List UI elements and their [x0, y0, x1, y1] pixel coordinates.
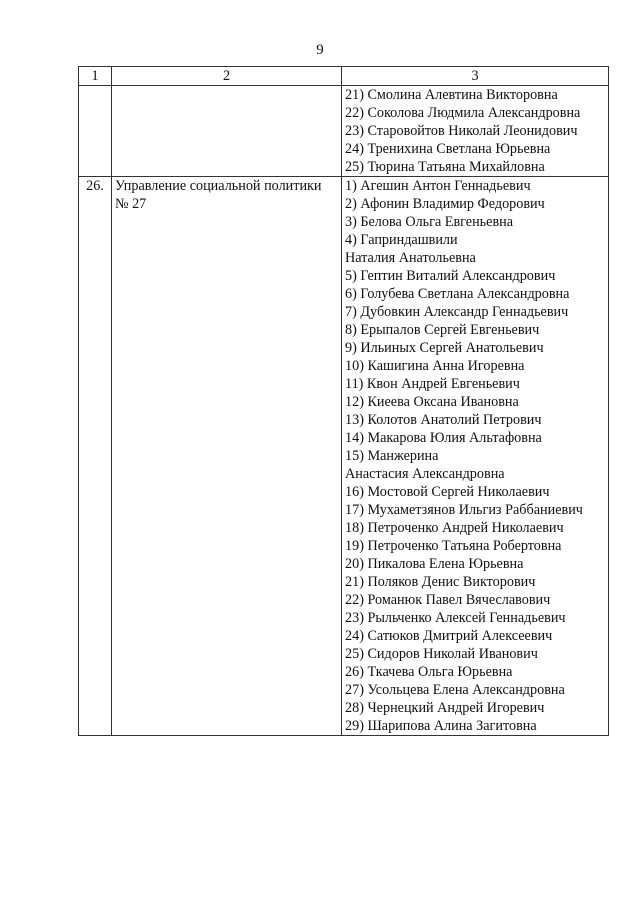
- name-line: 9) Ильиных Сергей Анатольевич: [345, 340, 544, 356]
- continued-organization-cell: [112, 86, 342, 177]
- name-line: 27) Усольцева Елена Александровна: [345, 682, 565, 698]
- entry-number: 26.: [79, 177, 112, 736]
- name-line: 24) Тренихина Светлана Юрьевна: [345, 141, 551, 157]
- name-line: 3) Белова Ольга Евгеньевна: [345, 214, 514, 230]
- name-line: 28) Чернецкий Андрей Игоревич: [345, 700, 545, 716]
- name-line: 7) Дубовкин Александр Геннадьевич: [345, 304, 569, 320]
- name-line: 19) Петроченко Татьяна Робертовна: [345, 538, 562, 554]
- name-line: 5) Гептин Виталий Александрович: [345, 268, 556, 284]
- name-line: 20) Пикалова Елена Юрьевна: [345, 556, 524, 572]
- name-line: 14) Макарова Юлия Альтафовна: [345, 430, 542, 446]
- name-line: 23) Старовойтов Николай Леонидович: [345, 123, 578, 139]
- column-header-1: 1: [79, 67, 112, 86]
- name-line: 16) Мостовой Сергей Николаевич: [345, 484, 550, 500]
- header-row: [79, 67, 609, 86]
- page-number: 9: [316, 42, 324, 58]
- entry-organization: Управление социальной политики № 27: [112, 177, 342, 736]
- name-line: 13) Колотов Анатолий Петрович: [345, 412, 542, 428]
- continued-names-cell: [342, 86, 609, 177]
- name-line: 2) Афонин Владимир Федорович: [345, 196, 545, 212]
- name-line: 17) Мухаметзянов Ильгиз Раббаниевич: [345, 502, 583, 518]
- name-line: 22) Романюк Павел Вячеславович: [345, 592, 551, 608]
- name-line: 25) Сидоров Николай Иванович: [345, 646, 538, 662]
- name-line: 26) Ткачева Ольга Юрьевна: [345, 664, 513, 680]
- name-line: 25) Тюрина Татьяна Михайловна: [345, 159, 545, 175]
- name-line: 24) Сатюков Дмитрий Алексеевич: [345, 628, 553, 644]
- name-line: Анастасия Александровна: [345, 466, 505, 482]
- name-line: 4) Гаприндашвили: [345, 232, 458, 248]
- name-line: 8) Ерыпалов Сергей Евгеньевич: [345, 322, 540, 338]
- name-line: 21) Смолина Алевтина Викторовна: [345, 87, 558, 103]
- column-header-2: 2: [112, 67, 342, 86]
- entry-names-cell: [342, 177, 609, 736]
- recipients-table: [78, 66, 609, 736]
- name-line: Наталия Анатольевна: [345, 250, 476, 266]
- name-line: 11) Квон Андрей Евгеньевич: [345, 376, 520, 392]
- name-line: 21) Поляков Денис Викторович: [345, 574, 536, 590]
- name-line: 29) Шарипова Алина Загитовна: [345, 718, 537, 734]
- continued-number-cell: [79, 86, 112, 177]
- name-line: 22) Соколова Людмила Александровна: [345, 105, 581, 121]
- name-line: 12) Киеева Оксана Ивановна: [345, 394, 519, 410]
- name-line: 15) Манжерина: [345, 448, 439, 464]
- continued-row: [79, 86, 609, 177]
- column-header-3: 3: [342, 67, 609, 86]
- name-line: 18) Петроченко Андрей Николаевич: [345, 520, 564, 536]
- name-line: 23) Рыльченко Алексей Геннадьевич: [345, 610, 566, 626]
- name-line: 1) Агешин Антон Геннадьевич: [345, 178, 531, 194]
- name-line: 6) Голубева Светлана Александровна: [345, 286, 570, 302]
- table-row: [79, 177, 609, 736]
- name-line: 10) Кашигина Анна Игоревна: [345, 358, 525, 374]
